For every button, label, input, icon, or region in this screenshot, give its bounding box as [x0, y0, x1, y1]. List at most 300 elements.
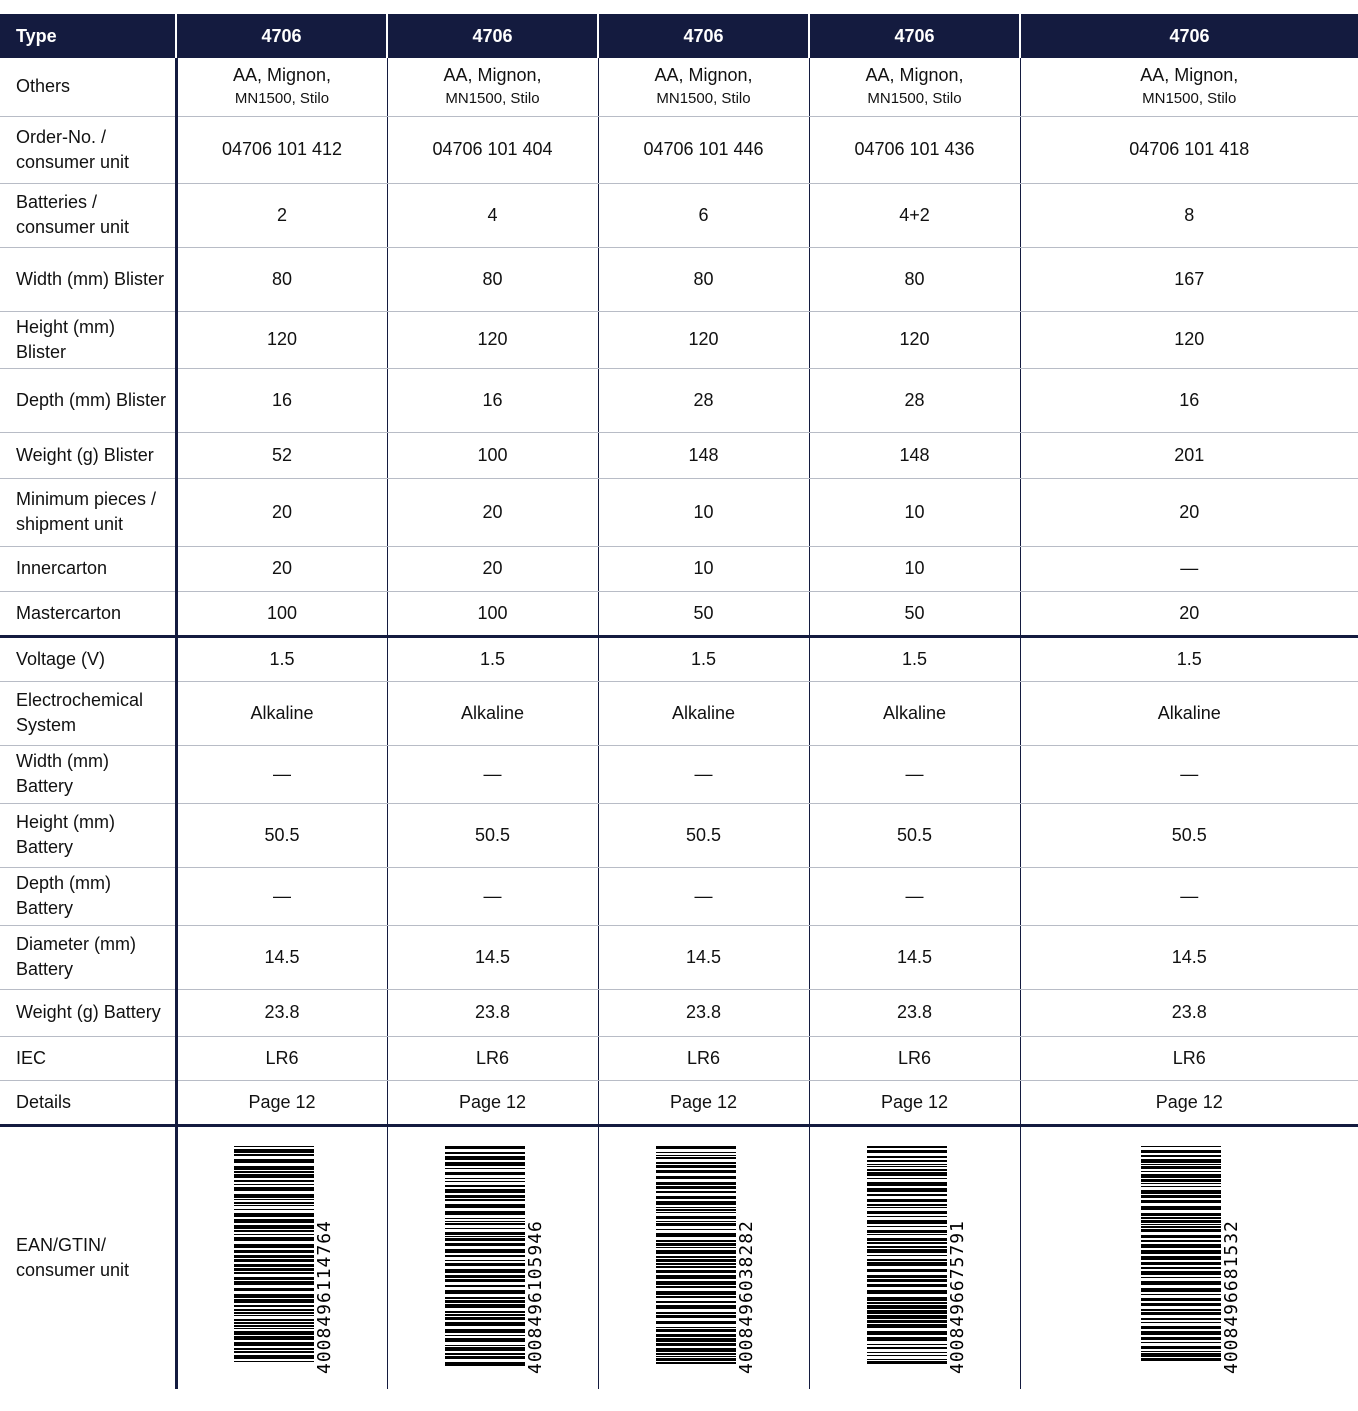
barcode-bar [656, 1312, 736, 1314]
barcode-digits: 4008496675791 [946, 1219, 968, 1374]
barcode-bar [1141, 1174, 1221, 1178]
barcode-bar [234, 1315, 314, 1316]
barcode-bar [445, 1260, 525, 1261]
barcode-bar [234, 1277, 314, 1280]
barcode-bar [445, 1314, 525, 1316]
barcode-bar [656, 1256, 736, 1258]
barcode-bar [234, 1166, 314, 1170]
barcode-bar [656, 1296, 736, 1298]
barcode-bar [656, 1243, 736, 1246]
table-row [0, 925, 1358, 989]
barcode-bar [1141, 1262, 1221, 1265]
table-cell: LR6 [598, 1036, 809, 1080]
barcode-bar [234, 1348, 314, 1350]
barcode-bar [656, 1176, 736, 1179]
barcode-bar [445, 1221, 525, 1222]
ean-barcode [232, 1140, 335, 1376]
barcode-bar [445, 1322, 525, 1326]
table-cell: 1.5 [176, 636, 387, 681]
table-cell: LR6 [1020, 1036, 1358, 1080]
barcode-bar [234, 1154, 314, 1156]
barcode-bar [234, 1255, 314, 1258]
table-cell: 23.8 [176, 989, 387, 1036]
table-cell: 1.5 [387, 636, 598, 681]
barcode-bar [234, 1342, 314, 1346]
table-cell: 148 [598, 432, 809, 478]
barcode-bar [1141, 1224, 1221, 1225]
barcode-bar [445, 1204, 525, 1208]
barcode-bar [1141, 1250, 1221, 1254]
barcode-bar [656, 1216, 736, 1219]
barcode-bar [1141, 1303, 1221, 1306]
barcode-digits: 4008496114764 [314, 1219, 335, 1374]
table-cell: 4 [387, 183, 598, 247]
barcode-bar [867, 1255, 947, 1256]
table-cell: — [1020, 745, 1358, 803]
row-label: Weight (g) Battery [0, 989, 176, 1036]
ean-barcode [654, 1140, 757, 1376]
table-cell: 20 [1020, 591, 1358, 636]
barcode-digits: 4008496105946 [524, 1219, 546, 1374]
table-cell: 04706 101 418 [1020, 116, 1358, 183]
table-cell: 20 [176, 546, 387, 591]
table-cell: 04706 101 412 [176, 116, 387, 183]
table-cell: 50.5 [176, 803, 387, 867]
barcode-bar [656, 1315, 736, 1318]
barcode-bar [234, 1219, 314, 1223]
row-label: Details [0, 1080, 176, 1125]
table-cell: 1.5 [809, 636, 1020, 681]
barcode-bar [867, 1279, 947, 1282]
table-cell: 1.5 [1020, 636, 1358, 681]
table-row [0, 183, 1358, 247]
barcode-bar [867, 1194, 947, 1196]
barcode-bar [1141, 1309, 1221, 1311]
table-cell: 50.5 [809, 803, 1020, 867]
table-row [0, 368, 1358, 432]
table-row [0, 1036, 1358, 1080]
table-cell: LR6 [176, 1036, 387, 1080]
barcode-bar [1141, 1235, 1221, 1238]
table-cell: — [598, 745, 809, 803]
table-row [0, 1080, 1358, 1125]
row-label: EAN/GTIN/ consumer unit [0, 1125, 176, 1389]
table-cell [809, 58, 1020, 116]
barcode-bar [867, 1275, 947, 1278]
table-row [0, 247, 1358, 311]
barcode-bar [656, 1221, 736, 1222]
barcode-bar [867, 1204, 947, 1206]
table-cell: LR6 [809, 1036, 1020, 1080]
barcode-bar [445, 1238, 525, 1241]
barcode-bar [1141, 1166, 1221, 1169]
barcode-bar [1141, 1358, 1221, 1361]
barcode-bar [445, 1162, 525, 1166]
barcode-bar [656, 1233, 736, 1237]
barcode-bar [1141, 1342, 1221, 1343]
table-cell [387, 58, 598, 116]
barcode-bar [656, 1329, 736, 1332]
row-label: Weight (g) Blister [0, 432, 176, 478]
barcode-bar [234, 1184, 314, 1185]
table-cell: 20 [176, 478, 387, 546]
table-cell: 6 [598, 183, 809, 247]
barcode-bar [656, 1266, 736, 1268]
table-cell: 14.5 [598, 925, 809, 989]
table-cell: 20 [387, 478, 598, 546]
barcode-bar [234, 1146, 314, 1147]
barcode-bar [867, 1182, 947, 1186]
table-cell: 10 [598, 546, 809, 591]
barcode-bar [445, 1236, 525, 1237]
barcode-bar [1141, 1195, 1221, 1198]
barcode-bar [656, 1157, 736, 1159]
table-cell: 10 [598, 478, 809, 546]
battery-spec-table [0, 14, 1358, 1389]
barcode-bar [656, 1155, 736, 1156]
table-cell: 16 [1020, 368, 1358, 432]
barcode-bar [656, 1259, 736, 1262]
barcode-bar [656, 1286, 736, 1288]
barcode-bar [656, 1165, 736, 1168]
barcode-bar [445, 1317, 525, 1320]
barcode-bar [1141, 1267, 1221, 1269]
barcode-bar [867, 1166, 947, 1167]
barcode-bar [656, 1170, 736, 1173]
barcode-bar [867, 1216, 947, 1217]
table-cell: 16 [387, 368, 598, 432]
cell-sub-text: MN1500, Stilo [445, 90, 540, 108]
barcode-bar [234, 1244, 314, 1248]
barcode-bar [1141, 1220, 1221, 1223]
barcode-bar [1141, 1288, 1221, 1292]
barcode-bar [1141, 1318, 1221, 1320]
barcode-bar [234, 1180, 314, 1182]
row-label: IEC [0, 1036, 176, 1080]
barcode-bar [445, 1347, 525, 1351]
barcode-bar [656, 1240, 736, 1242]
header-type-value: 4706 [809, 14, 1020, 58]
barcode-bar [445, 1146, 525, 1149]
barcode-cell [387, 1125, 598, 1389]
cell-sub-text: MN1500, Stilo [1142, 90, 1237, 108]
barcode-bar [867, 1211, 947, 1214]
row-label: Width (mm) Blister [0, 247, 176, 311]
barcode-bar [867, 1355, 947, 1356]
barcode-bar [867, 1259, 947, 1261]
table-cell: 04706 101 404 [387, 116, 598, 183]
barcode-bar [234, 1312, 314, 1314]
barcode-bar [656, 1152, 736, 1153]
table-cell: — [809, 867, 1020, 925]
table-cell: 100 [387, 591, 598, 636]
barcode-bar [867, 1242, 947, 1244]
table-cell: 04706 101 436 [809, 116, 1020, 183]
table-row [0, 58, 1358, 116]
barcode-bar [234, 1225, 314, 1229]
cell-sub-text: MN1500, Stilo [867, 90, 962, 108]
barcode-cell [598, 1125, 809, 1389]
table-cell [598, 58, 809, 116]
barcode-bar [445, 1311, 525, 1313]
barcode-bar [445, 1249, 525, 1253]
barcode-bar [1141, 1229, 1221, 1232]
barcode-bar [1141, 1337, 1221, 1340]
table-cell: 20 [1020, 478, 1358, 546]
barcode-bar [656, 1338, 736, 1342]
barcode-bar [656, 1356, 736, 1357]
table-row [0, 867, 1358, 925]
table-cell: 100 [176, 591, 387, 636]
barcode-bar [445, 1195, 525, 1198]
table-cell: 50.5 [387, 803, 598, 867]
row-label: Electrochemical System [0, 681, 176, 745]
barcode-bar [867, 1249, 947, 1253]
barcode-bar [867, 1302, 947, 1304]
barcode-bar [445, 1223, 525, 1225]
barcode-bar [867, 1290, 947, 1294]
barcode-bar [1141, 1281, 1221, 1285]
barcode-bar [867, 1305, 947, 1309]
barcode-bar [1141, 1159, 1221, 1163]
barcode-bar [234, 1322, 314, 1324]
barcode-bar [867, 1337, 947, 1341]
table-cell: 10 [809, 478, 1020, 546]
barcode-bar [445, 1275, 525, 1278]
barcode-bar [1141, 1190, 1221, 1194]
barcode-bar [234, 1268, 314, 1271]
barcode-bar [1141, 1164, 1221, 1165]
barcode-bar [234, 1205, 314, 1206]
row-label: Innercarton [0, 546, 176, 591]
barcode-bar [445, 1168, 525, 1169]
cell-main-text: AA, Mignon, [232, 65, 332, 86]
row-label: Voltage (V) [0, 636, 176, 681]
table-cell: 14.5 [387, 925, 598, 989]
table-cell: 14.5 [1020, 925, 1358, 989]
barcode-bar [867, 1169, 947, 1171]
barcode-bar [1141, 1244, 1221, 1248]
barcode-bar [1141, 1312, 1221, 1315]
header-type-value: 4706 [1020, 14, 1358, 58]
barcode-cell [809, 1125, 1020, 1389]
barcode-bar [445, 1156, 525, 1160]
table-cell: 50.5 [598, 803, 809, 867]
header-type-value: 4706 [176, 14, 387, 58]
barcode-bar [656, 1353, 736, 1355]
table-cell: 120 [1020, 311, 1358, 368]
barcode-bar [1141, 1298, 1221, 1301]
barcode-bar [445, 1285, 525, 1287]
barcode-bar [1141, 1331, 1221, 1335]
barcode-bar [867, 1284, 947, 1287]
barcode-bar [656, 1321, 736, 1324]
barcode-bar [656, 1362, 736, 1364]
table-row [0, 591, 1358, 636]
barcode-bar [234, 1294, 314, 1298]
table-cell: 80 [176, 247, 387, 311]
barcode-bar [234, 1351, 314, 1353]
barcode-bar [445, 1172, 525, 1175]
barcode-bar [234, 1355, 314, 1359]
barcode-bar [656, 1301, 736, 1303]
table-cell: 10 [809, 546, 1020, 591]
barcode-bar [234, 1209, 314, 1210]
barcode-bar [445, 1263, 525, 1266]
header-type-value: 4706 [598, 14, 809, 58]
barcode-bar [656, 1207, 736, 1208]
table-cell: Page 12 [387, 1080, 598, 1125]
barcode-bar [1141, 1150, 1221, 1153]
barcode-bar [656, 1247, 736, 1248]
barcode-bar [234, 1319, 314, 1321]
table-cell: — [176, 867, 387, 925]
barcode-row [0, 1125, 1358, 1389]
barcode-bar [867, 1164, 947, 1165]
table-cell: Page 12 [1020, 1080, 1358, 1125]
barcode-bar [656, 1223, 736, 1226]
barcode-bar [234, 1234, 314, 1235]
barcode-bar [1141, 1294, 1221, 1295]
table-cell: 100 [387, 432, 598, 478]
barcode-bar [656, 1209, 736, 1211]
barcode-bar [445, 1362, 525, 1366]
barcode-bar [445, 1335, 525, 1336]
barcode-bar [445, 1269, 525, 1273]
row-label: Height (mm) Blister [0, 311, 176, 368]
barcode-bar [656, 1281, 736, 1285]
row-label: Diameter (mm) Battery [0, 925, 176, 989]
cell-main-text: AA, Mignon, [865, 65, 964, 86]
table-cell: 14.5 [176, 925, 387, 989]
barcode-cell [176, 1125, 387, 1389]
row-label: Mastercarton [0, 591, 176, 636]
barcode-bar [867, 1262, 947, 1266]
barcode-digits: 4008496681532 [1221, 1219, 1243, 1374]
table-cell: — [598, 867, 809, 925]
barcode-bar [234, 1202, 314, 1204]
barcode-bar [445, 1199, 525, 1201]
header-row [0, 14, 1358, 58]
ean-barcode [1139, 1140, 1243, 1376]
barcode-bar [656, 1358, 736, 1361]
table-cell: Alkaline [598, 681, 809, 745]
barcode-bar [656, 1348, 736, 1352]
barcode-bar [656, 1191, 736, 1193]
barcode-bar [1141, 1351, 1221, 1352]
cell-main-text: AA, Mignon, [1140, 65, 1239, 86]
table-cell: 4+2 [809, 183, 1020, 247]
row-label: Depth (mm) Blister [0, 368, 176, 432]
barcode-bar [867, 1246, 947, 1248]
row-label: Depth (mm) Battery [0, 867, 176, 925]
barcode-bar [1141, 1200, 1221, 1203]
barcode-bar [445, 1290, 525, 1294]
barcode-bar [1141, 1146, 1221, 1147]
barcode-bar [867, 1324, 947, 1328]
table-cell: 04706 101 446 [598, 116, 809, 183]
barcode-bar [867, 1315, 947, 1319]
barcode-bar [867, 1238, 947, 1241]
barcode-bar [656, 1229, 736, 1230]
table-cell: LR6 [387, 1036, 598, 1080]
barcode-bar [656, 1334, 736, 1337]
table-cell: 1.5 [598, 636, 809, 681]
cell-sub-text: MN1500, Stilo [656, 90, 751, 108]
barcode-bar [1141, 1183, 1221, 1184]
barcode-bar [656, 1182, 736, 1185]
barcode-cell [1020, 1125, 1358, 1389]
barcode-bar [234, 1328, 314, 1329]
barcode-bar [234, 1149, 314, 1153]
barcode-bar [234, 1325, 314, 1327]
table-cell [1020, 58, 1358, 116]
table-cell: 28 [598, 368, 809, 432]
barcode-bar [445, 1211, 525, 1215]
barcode-bar [445, 1152, 525, 1154]
barcode-bar [234, 1288, 314, 1291]
table-cell: 50.5 [1020, 803, 1358, 867]
barcode-bar [867, 1199, 947, 1202]
barcode-bar [867, 1297, 947, 1301]
table-cell: 120 [176, 311, 387, 368]
barcode-bar [234, 1272, 314, 1274]
table-cell: 120 [809, 311, 1020, 368]
barcode-bar [867, 1160, 947, 1162]
barcode-bar [656, 1275, 736, 1279]
barcode-bar [656, 1201, 736, 1205]
table-cell: 80 [387, 247, 598, 311]
table-cell: 120 [598, 311, 809, 368]
barcode-bar [1141, 1179, 1221, 1182]
table-cell: 50 [809, 591, 1020, 636]
barcode-bar [234, 1264, 314, 1267]
barcode-bar [867, 1188, 947, 1192]
table-cell: 80 [809, 247, 1020, 311]
barcode-bar [445, 1279, 525, 1282]
table-cell: 120 [387, 311, 598, 368]
barcode-bar [234, 1237, 314, 1241]
table-cell: Page 12 [809, 1080, 1020, 1125]
barcode-bar [445, 1345, 525, 1346]
barcode-bar [234, 1309, 314, 1311]
barcode-bar [234, 1259, 314, 1262]
barcode-bar [234, 1230, 314, 1232]
barcode-bar [867, 1359, 947, 1360]
barcode-bar [656, 1291, 736, 1295]
barcode-bar [1141, 1256, 1221, 1260]
barcode-bar [1141, 1186, 1221, 1187]
barcode-bar [234, 1281, 314, 1285]
barcode-bar [445, 1353, 525, 1355]
barcode-bar [867, 1344, 947, 1345]
barcode-bar [445, 1228, 525, 1229]
ean-barcode [443, 1140, 546, 1376]
barcode-bar [1141, 1353, 1221, 1357]
barcode-bar [445, 1255, 525, 1257]
barcode-bar [445, 1338, 525, 1342]
table-row [0, 989, 1358, 1036]
barcode-bar [234, 1194, 314, 1198]
barcode-bar [234, 1171, 314, 1173]
row-label: Order-No. / consumer unit [0, 116, 176, 183]
barcode-bar [867, 1347, 947, 1349]
barcode-bar [656, 1263, 736, 1265]
barcode-bar [445, 1243, 525, 1246]
barcode-bar [1141, 1213, 1221, 1216]
table-row [0, 803, 1358, 867]
barcode-bar [445, 1185, 525, 1187]
